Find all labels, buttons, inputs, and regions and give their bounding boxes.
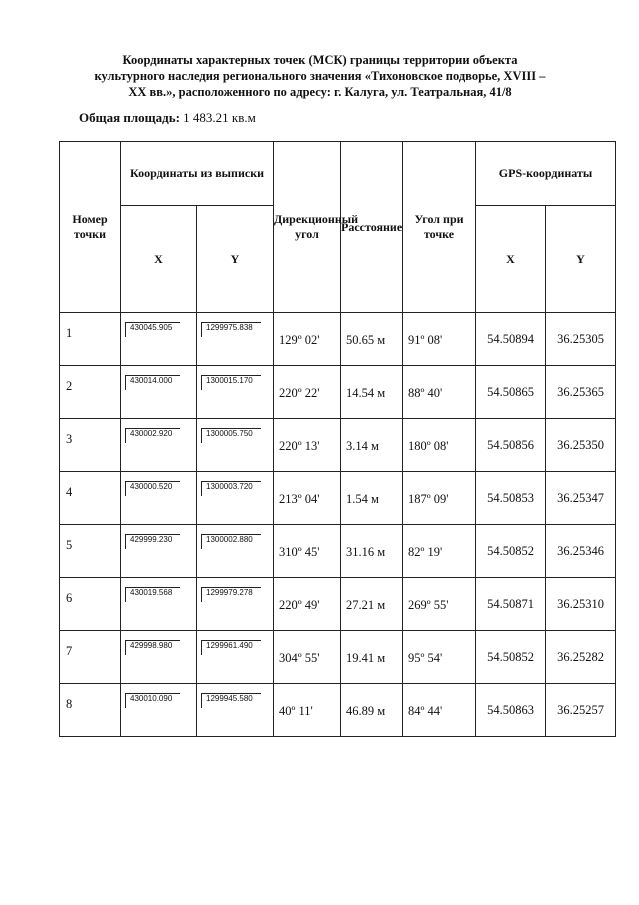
distance: 50.65 м bbox=[341, 313, 403, 366]
extract-y: 1300002.880 bbox=[201, 534, 261, 549]
direction-angle: 220º 49' bbox=[274, 578, 341, 631]
table-body bbox=[60, 313, 616, 737]
gps-x: 54.50853 bbox=[476, 472, 546, 525]
gps-y: 36.25350 bbox=[546, 419, 616, 472]
distance: 31.16 м bbox=[341, 525, 403, 578]
distance: 27.21 м bbox=[341, 578, 403, 631]
table-row bbox=[60, 578, 616, 631]
angle-at-point: 88º 40' bbox=[403, 366, 476, 419]
header-direction-angle: Дирекционный угол bbox=[274, 142, 341, 313]
total-area-value: 1 483.21 кв.м bbox=[183, 110, 256, 125]
extract-y: 1300003.720 bbox=[201, 481, 261, 496]
direction-angle: 129º 02' bbox=[274, 313, 341, 366]
gps-x: 54.50863 bbox=[476, 684, 546, 737]
header-point-number: Номер точки bbox=[60, 142, 121, 313]
gps-y: 36.25347 bbox=[546, 472, 616, 525]
gps-x: 54.50852 bbox=[476, 525, 546, 578]
coordinates-table bbox=[59, 141, 616, 737]
extract-y: 1300015.170 bbox=[201, 375, 261, 390]
extract-x: 430010.090 bbox=[125, 693, 180, 708]
extract-y: 1299975.838 bbox=[201, 322, 261, 337]
header-x: X bbox=[121, 206, 197, 313]
table-row bbox=[60, 684, 616, 737]
distance: 3.14 м bbox=[341, 419, 403, 472]
table-row bbox=[60, 366, 616, 419]
table-row bbox=[60, 525, 616, 578]
extract-y: 1299945.580 bbox=[201, 693, 261, 708]
angle-at-point: 95º 54' bbox=[403, 631, 476, 684]
table-row bbox=[60, 472, 616, 525]
extract-y: 1300005.750 bbox=[201, 428, 261, 443]
distance: 46.89 м bbox=[341, 684, 403, 737]
distance: 1.54 м bbox=[341, 472, 403, 525]
title-line-1: Координаты характерных точек (МСК) границы территории объекта bbox=[122, 53, 518, 67]
extract-x: 430045.905 bbox=[125, 322, 180, 337]
gps-y: 36.25305 bbox=[546, 313, 616, 366]
direction-angle: 213º 04' bbox=[274, 472, 341, 525]
table-row bbox=[60, 419, 616, 472]
direction-angle: 304º 55' bbox=[274, 631, 341, 684]
angle-at-point: 82º 19' bbox=[403, 525, 476, 578]
table-row bbox=[60, 313, 616, 366]
title-line-2: культурного наследия регионального значения «Тихоновское подворье, XVIII – bbox=[94, 69, 546, 83]
gps-y: 36.25310 bbox=[546, 578, 616, 631]
gps-y: 36.25365 bbox=[546, 366, 616, 419]
point-number: 1 bbox=[60, 313, 121, 366]
gps-x: 54.50871 bbox=[476, 578, 546, 631]
distance: 19.41 м bbox=[341, 631, 403, 684]
extract-x: 430014.000 bbox=[125, 375, 180, 390]
point-number: 2 bbox=[60, 366, 121, 419]
title-line-3: XX вв.», расположенного по адресу: г. Калуга, ул. Театральная, 41/8 bbox=[128, 85, 512, 99]
point-number: 8 bbox=[60, 684, 121, 737]
header-angle-at-point: Угол при точке bbox=[403, 142, 476, 313]
extract-y: 1299979.278 bbox=[201, 587, 261, 602]
point-number: 5 bbox=[60, 525, 121, 578]
angle-at-point: 187º 09' bbox=[403, 472, 476, 525]
header-distance: Расстояние bbox=[341, 142, 403, 313]
extract-x: 429999.230 bbox=[125, 534, 180, 549]
point-number: 6 bbox=[60, 578, 121, 631]
gps-x: 54.50852 bbox=[476, 631, 546, 684]
gps-x: 54.50856 bbox=[476, 419, 546, 472]
extract-y: 1299961.490 bbox=[201, 640, 261, 655]
extract-x: 430002.920 bbox=[125, 428, 180, 443]
extract-x: 429998.980 bbox=[125, 640, 180, 655]
extract-x: 430000.520 bbox=[125, 481, 180, 496]
angle-at-point: 91º 08' bbox=[403, 313, 476, 366]
direction-angle: 220º 22' bbox=[274, 366, 341, 419]
total-area-label: Общая площадь: bbox=[79, 110, 180, 125]
header-extract-coords: Координаты из выписки bbox=[121, 142, 274, 206]
header-gps-x: X bbox=[476, 206, 546, 313]
point-number: 3 bbox=[60, 419, 121, 472]
extract-x: 430019.568 bbox=[125, 587, 180, 602]
angle-at-point: 180º 08' bbox=[403, 419, 476, 472]
header-gps-y: Y bbox=[546, 206, 616, 313]
gps-x: 54.50865 bbox=[476, 366, 546, 419]
point-number: 4 bbox=[60, 472, 121, 525]
total-area bbox=[79, 110, 256, 126]
angle-at-point: 84º 44' bbox=[403, 684, 476, 737]
gps-y: 36.25282 bbox=[546, 631, 616, 684]
table-row bbox=[60, 631, 616, 684]
gps-y: 36.25346 bbox=[546, 525, 616, 578]
distance: 14.54 м bbox=[341, 366, 403, 419]
gps-x: 54.50894 bbox=[476, 313, 546, 366]
direction-angle: 40º 11' bbox=[274, 684, 341, 737]
header-y: Y bbox=[197, 206, 274, 313]
header-gps-coords: GPS-координаты bbox=[476, 142, 616, 206]
gps-y: 36.25257 bbox=[546, 684, 616, 737]
angle-at-point: 269º 55' bbox=[403, 578, 476, 631]
point-number: 7 bbox=[60, 631, 121, 684]
direction-angle: 310º 45' bbox=[274, 525, 341, 578]
direction-angle: 220º 13' bbox=[274, 419, 341, 472]
document-title bbox=[40, 52, 600, 100]
